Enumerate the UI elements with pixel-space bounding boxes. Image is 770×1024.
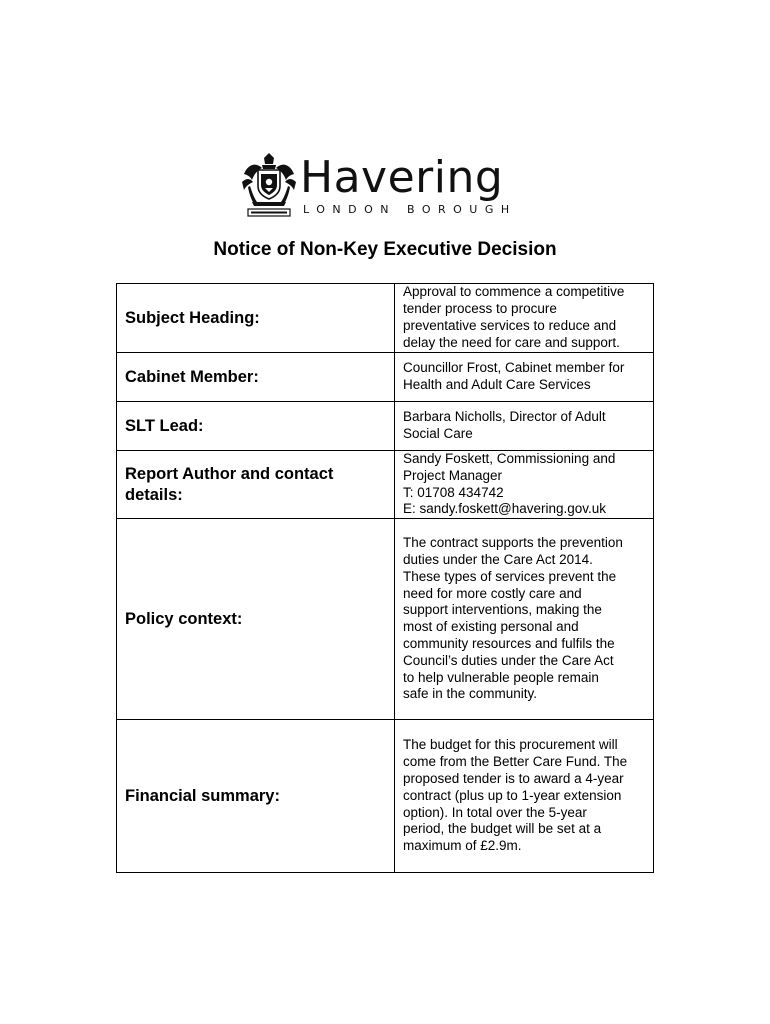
row-value-cell [395, 720, 654, 873]
borough-crest-icon [240, 152, 298, 218]
table-row-cabinet-member [117, 353, 654, 402]
table-row-financial-summary [117, 720, 654, 873]
row-label-cell [117, 402, 395, 451]
row-value: Sandy Foskett, Commissioning and Project Manager T: 01708 434742 E: sandy.foskett@havering.gov.uk [403, 451, 616, 517]
row-label: Cabinet Member: [125, 367, 259, 386]
row-label: SLT Lead: [125, 416, 204, 435]
decision-details-table [116, 283, 654, 873]
row-label: Report Author and contact details: [125, 464, 334, 504]
brand-subtitle: LONDON BOROUGH [303, 203, 517, 216]
row-value-cell [395, 519, 654, 720]
row-label: Policy context: [125, 609, 243, 628]
row-label-cell [117, 720, 395, 873]
document-title: Notice of Non-Key Executive Decision [213, 239, 557, 260]
row-value-cell [395, 402, 654, 451]
row-value: Councillor Frost, Cabinet member for Health and Adult Care Services [403, 360, 625, 392]
row-value: Approval to commence a competitive tender process to procure preventative services to reduce and delay the need for care and support. [403, 284, 625, 350]
row-value: The contract supports the prevention duties under the Care Act 2014. These types of services prevent the need for more costly care and support interventions, making the most of existing personal and community resources and fulfils the Council’s duties under the Care Act to help vulnerable people remain safe in the community. [403, 535, 623, 702]
row-label-cell [117, 451, 395, 519]
row-label: Subject Heading: [125, 308, 260, 327]
row-value: Barbara Nicholls, Director of Adult Social Care [403, 409, 606, 441]
row-value-cell [395, 353, 654, 402]
table-row-slt-lead [117, 402, 654, 451]
row-value-cell [395, 284, 654, 353]
row-label: Financial summary: [125, 786, 280, 805]
row-label-cell [117, 284, 395, 353]
row-value-cell [395, 451, 654, 519]
row-value: The budget for this procurement will come from the Better Care Fund. The proposed tender is to award a 4-year contract (plus up to 1-year extension option). In total over the 5-year period, the budget will be set at a maximum of £2.9m. [403, 737, 628, 854]
table-row-policy-context [117, 519, 654, 720]
brand-name: Havering [300, 152, 504, 203]
table-row-report-author [117, 451, 654, 519]
row-label-cell [117, 519, 395, 720]
havering-logo [240, 152, 530, 220]
table-row-subject-heading [117, 284, 654, 353]
row-label-cell [117, 353, 395, 402]
